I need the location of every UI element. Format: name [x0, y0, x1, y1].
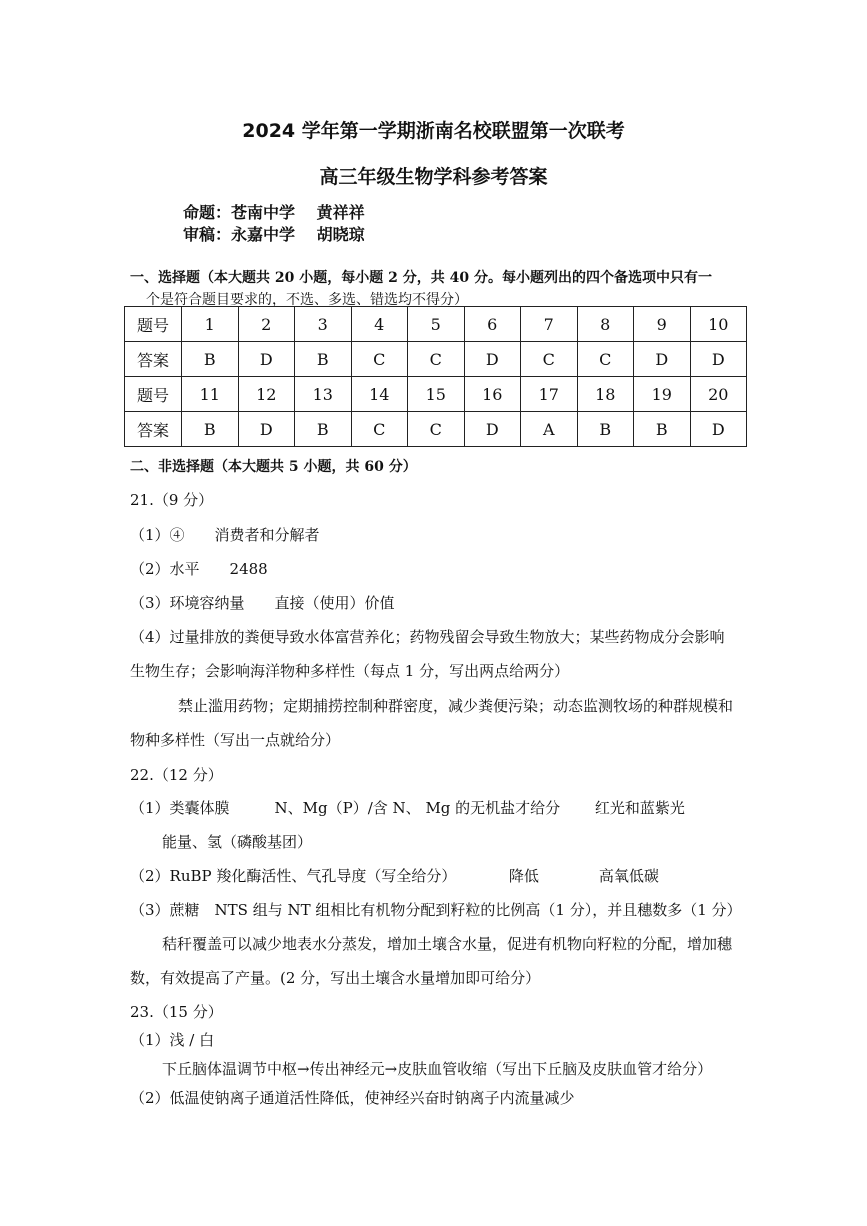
- q21-answer-4a: （4）过量排放的粪便导致水体富营养化；药物残留会导致生物放大；某些药物成分会影响: [130, 628, 725, 646]
- table-row: [125, 342, 747, 377]
- q23-heading: 23.（15 分）: [130, 1003, 223, 1021]
- table-cell: 3: [295, 307, 352, 342]
- table-cell: 4: [351, 307, 408, 342]
- reviewer-line: 审稿：永嘉中学 胡晓琼: [183, 225, 365, 244]
- q22-answer-3c: 数，有效提高了产量。(2 分，写出土壤含水量增加即可给分）: [130, 969, 541, 987]
- table-cell: A: [521, 412, 578, 447]
- table-cell: 15: [408, 377, 465, 412]
- table-cell: 6: [464, 307, 521, 342]
- table-row: [125, 377, 747, 412]
- table-cell: 14: [351, 377, 408, 412]
- q22-answer-1: （1）类囊体膜 N、Mg（P）/含 N、 Mg 的无机盐才给分 红光和蓝紫光: [130, 799, 685, 817]
- q23-answer-1b: 下丘脑体温调节中枢→传出神经元→皮肤血管收缩（写出下丘脑及皮肤血管才给分）: [162, 1060, 713, 1078]
- table-cell: 8: [577, 307, 634, 342]
- table-row: [125, 412, 747, 447]
- q21-answer-3: （3）环境容纳量 直接（使用）价值: [130, 594, 395, 612]
- table-cell: 18: [577, 377, 634, 412]
- q22-answer-1b: 能量、氢（磷酸基团）: [162, 833, 313, 851]
- table-cell: 19: [634, 377, 691, 412]
- table-cell: 5: [408, 307, 465, 342]
- answer-table: [124, 306, 747, 447]
- q21-answer-4d: 物种多样性（写出一点就给分）: [130, 731, 341, 749]
- table-cell: 1: [182, 307, 239, 342]
- section1-heading: 一、选择题（本大题共 20 小题，每小题 2 分，共 40 分。每小题列出的四个备选项中只有一: [130, 270, 712, 286]
- table-cell: C: [408, 412, 465, 447]
- section1-heading-cont: 个是符合题目要求的，不选、多选、错选均不得分）: [146, 292, 468, 308]
- table-label-q: 题号: [125, 307, 182, 342]
- author-line: 命题：苍南中学 黄祥祥: [183, 203, 365, 222]
- table-cell: D: [634, 342, 691, 377]
- table-label-a: 答案: [125, 412, 182, 447]
- table-cell: B: [182, 342, 239, 377]
- table-cell: 9: [634, 307, 691, 342]
- table-row: [125, 307, 747, 342]
- q23-answer-2: （2）低温使钠离子通道活性降低，使神经兴奋时钠离子内流量减少: [130, 1089, 575, 1107]
- table-cell: C: [351, 412, 408, 447]
- table-cell: 11: [182, 377, 239, 412]
- table-cell: 7: [521, 307, 578, 342]
- q21-answer-2: （2）水平 2488: [130, 560, 268, 578]
- table-cell: D: [690, 412, 747, 447]
- document-title: 2024 学年第一学期浙南名校联盟第一次联考: [242, 120, 625, 142]
- table-cell: B: [295, 342, 352, 377]
- table-cell: 10: [690, 307, 747, 342]
- table-cell: 2: [238, 307, 295, 342]
- table-cell: D: [464, 412, 521, 447]
- table-cell: 12: [238, 377, 295, 412]
- table-label-a: 答案: [125, 342, 182, 377]
- document-subtitle: 高三年级生物学科参考答案: [319, 166, 548, 188]
- q22-answer-3b: 秸秆覆盖可以减少地表水分蒸发，增加土壤含水量，促进有机物向籽粒的分配，增加穗: [162, 935, 733, 953]
- q21-answer-1: （1）④ 消费者和分解者: [130, 526, 320, 544]
- table-cell: B: [634, 412, 691, 447]
- q21-heading: 21.（9 分）: [130, 491, 214, 509]
- table-cell: D: [238, 412, 295, 447]
- table-cell: 17: [521, 377, 578, 412]
- table-cell: 13: [295, 377, 352, 412]
- table-cell: C: [521, 342, 578, 377]
- table-cell: D: [464, 342, 521, 377]
- q21-answer-4b: 生物生存；会影响海洋物种多样性（每点 1 分，写出两点给两分）: [130, 662, 570, 680]
- table-label-q: 题号: [125, 377, 182, 412]
- table-cell: B: [577, 412, 634, 447]
- table-cell: C: [577, 342, 634, 377]
- table-cell: 20: [690, 377, 747, 412]
- section2-heading: 二、非选择题（本大题共 5 小题，共 60 分）: [130, 459, 417, 475]
- table-cell: D: [690, 342, 747, 377]
- table-cell: 16: [464, 377, 521, 412]
- q22-answer-2: （2）RuBP 羧化酶活性、气孔导度（写全给分） 降低 高氧低碳: [130, 867, 659, 885]
- table-cell: B: [182, 412, 239, 447]
- q22-heading: 22.（12 分）: [130, 766, 223, 784]
- q22-answer-3a: （3）蔗糖 NTS 组与 NT 组相比有机物分配到籽粒的比例高（1 分），并且穗数多（1 分）: [130, 901, 742, 919]
- table-cell: B: [295, 412, 352, 447]
- q21-answer-4c: 禁止滥用药物；定期捕捞控制种群密度，减少粪便污染；动态监测牧场的种群规模和: [178, 697, 734, 715]
- table-cell: D: [238, 342, 295, 377]
- table-cell: C: [351, 342, 408, 377]
- q23-answer-1: （1）浅 / 白: [130, 1031, 215, 1049]
- table-cell: C: [408, 342, 465, 377]
